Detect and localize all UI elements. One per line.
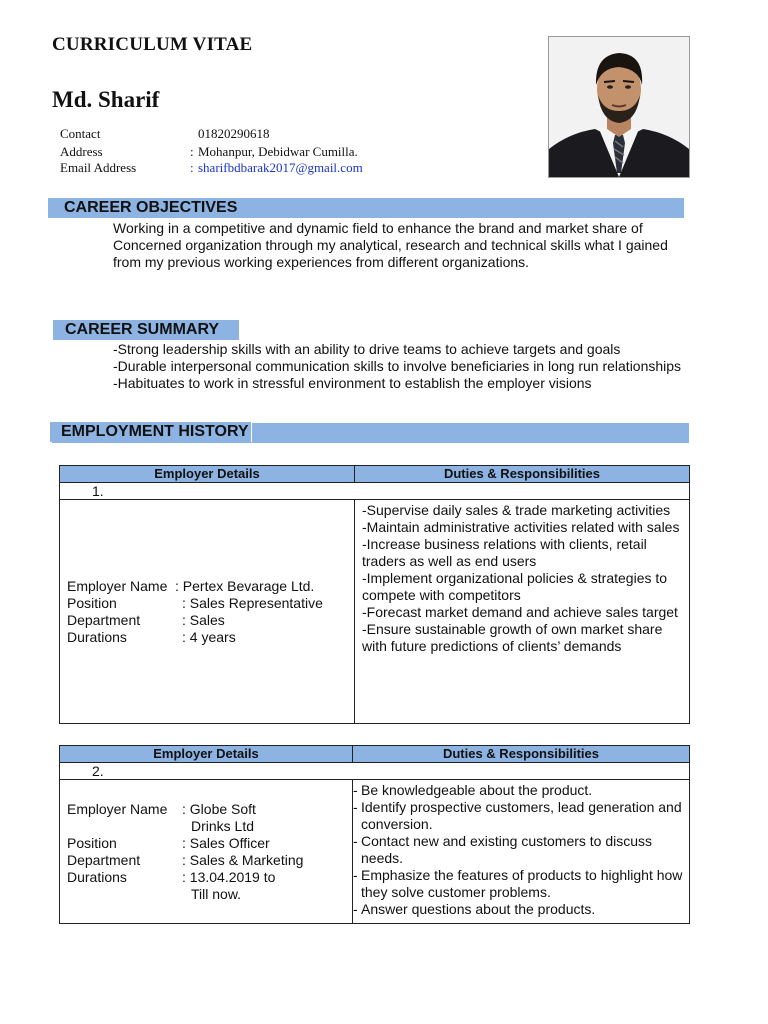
- detail-row: [67, 595, 354, 612]
- detail-row: [67, 612, 354, 629]
- duties-header: Duties & Responsibilities: [355, 466, 690, 483]
- detail-row: [67, 629, 354, 646]
- contact-phone: 01820290618: [198, 126, 270, 141]
- profile-photo: [548, 36, 690, 178]
- detail-value: : Globe Soft: [182, 800, 256, 817]
- detail-value: Drinks Ltd: [191, 817, 255, 834]
- duty-item: -Implement organizational policies & strategies to compete with competitors: [362, 570, 668, 603]
- table-header-row: [60, 466, 690, 483]
- duty-item: -Maintain administrative activities related with sales: [362, 519, 680, 535]
- career-summary-text: [113, 341, 688, 392]
- email-label: Email Address: [60, 160, 137, 175]
- detail-value: : Sales Officer: [182, 834, 270, 851]
- email-separator: :: [190, 160, 194, 175]
- address-value: Mohanpur, Debidwar Cumilla.: [198, 144, 358, 159]
- detail-key: Durations: [67, 628, 127, 645]
- contact-label: Contact: [60, 126, 101, 141]
- job-number: 1.: [92, 483, 104, 499]
- duty-item: -Ensure sustainable growth of own market share: [362, 621, 663, 637]
- duty-text: Identify prospective customers, lead generation and conversion.: [361, 799, 682, 832]
- career-objectives-heading: CAREER OBJECTIVES: [52, 198, 237, 218]
- duty-item: -Forecast market demand and achieve sales target: [362, 604, 678, 620]
- detail-row: [67, 835, 352, 852]
- detail-value: : 13.04.2019 to: [182, 868, 276, 885]
- detail-row: [67, 801, 352, 818]
- summary-line: -Durable interpersonal communication skills to involve beneficiaries in long run relationships: [113, 358, 682, 374]
- detail-key: Employer Name: [67, 800, 168, 817]
- duty-text: Emphasize the features of products to highlight how they solve customer problems.: [361, 867, 683, 900]
- detail-key: Employer Name: [67, 577, 168, 594]
- detail-row: [67, 886, 352, 903]
- duty-item: - Be knowledgeable about the product.: [353, 782, 593, 798]
- detail-value: Till now.: [191, 885, 242, 902]
- detail-value: : Sales & Marketing: [182, 851, 304, 868]
- address-label: Address: [60, 144, 103, 159]
- duty-item: - Answer questions about the products.: [353, 901, 596, 917]
- duty-text: Be knowledgeable about the product.: [361, 782, 593, 798]
- detail-row: [67, 869, 352, 886]
- job-number-cell: [60, 763, 690, 780]
- employer-details-cell: [60, 780, 353, 924]
- duty-item: -Supervise daily sales & trade marketing activities: [362, 502, 671, 518]
- detail-row: [67, 818, 352, 835]
- summary-line: -Habituates to work in stressful environment to establish the employer visions: [113, 375, 592, 391]
- duty-item: - Emphasize the features of products to highlight how they solve customer problems.: [353, 867, 689, 901]
- duties-cell: [353, 780, 690, 924]
- detail-value: : Sales Representative: [182, 594, 323, 611]
- candidate-name: Md. Sharif: [52, 87, 160, 112]
- duties-header: Duties & Responsibilities: [353, 746, 690, 763]
- job-number: 2.: [92, 763, 104, 779]
- employer-details-cell: [60, 500, 355, 724]
- email-link[interactable]: sharifbdbarak2017@gmail.com: [198, 160, 363, 175]
- address-separator: :: [190, 144, 194, 159]
- table-header-row: [60, 746, 690, 763]
- duty-text: Contact new and existing customers to discuss needs.: [361, 833, 653, 866]
- objective-line: Working in a competitive and dynamic field to enhance the brand and market share of: [113, 220, 643, 236]
- detail-key: Position: [67, 834, 117, 851]
- duty-item: - Contact new and existing customers to discuss needs.: [353, 833, 689, 867]
- job-number-cell: [60, 483, 690, 500]
- objective-line: Concerned organization through my analytical, research and technical skills what I gained from my previous working experiences from different organizations.: [113, 237, 668, 270]
- portrait-image: [549, 37, 689, 177]
- detail-value: : Pertex Bevarage Ltd.: [175, 577, 315, 594]
- detail-key: Position: [67, 594, 117, 611]
- detail-value: : 4 years: [182, 628, 236, 645]
- duties-cell: [355, 500, 690, 724]
- duty-item: -Increase business relations with clients, retail traders as well as end users: [362, 536, 647, 569]
- table-row: [60, 500, 690, 724]
- summary-line: -Strong leadership skills with an ability to drive teams to achieve targets and goals: [113, 341, 621, 357]
- career-objectives-text: [113, 220, 683, 271]
- employer-details-header: Employer Details: [60, 746, 353, 763]
- employer-details-header: Employer Details: [60, 466, 355, 483]
- employment-table-2: [59, 745, 690, 924]
- detail-key: Durations: [67, 868, 127, 885]
- detail-row: [67, 578, 354, 595]
- employment-table-1: [59, 465, 690, 724]
- table-row: [60, 483, 690, 500]
- career-summary-heading: CAREER SUMMARY: [53, 320, 219, 340]
- detail-value: : Sales: [182, 611, 225, 628]
- table-row: [60, 763, 690, 780]
- detail-row: [67, 852, 352, 869]
- table-row: [60, 780, 690, 924]
- employment-history-heading: EMPLOYMENT HISTORY: [50, 422, 252, 442]
- duty-item: with future predictions of clients’ demands: [362, 638, 622, 654]
- detail-key: Department: [67, 611, 141, 628]
- duty-text: Answer questions about the products.: [361, 901, 596, 917]
- document-title: CURRICULUM VITAE: [52, 34, 253, 55]
- duty-item: - Identify prospective customers, lead generation and conversion.: [353, 799, 689, 833]
- detail-key: Department: [67, 851, 141, 868]
